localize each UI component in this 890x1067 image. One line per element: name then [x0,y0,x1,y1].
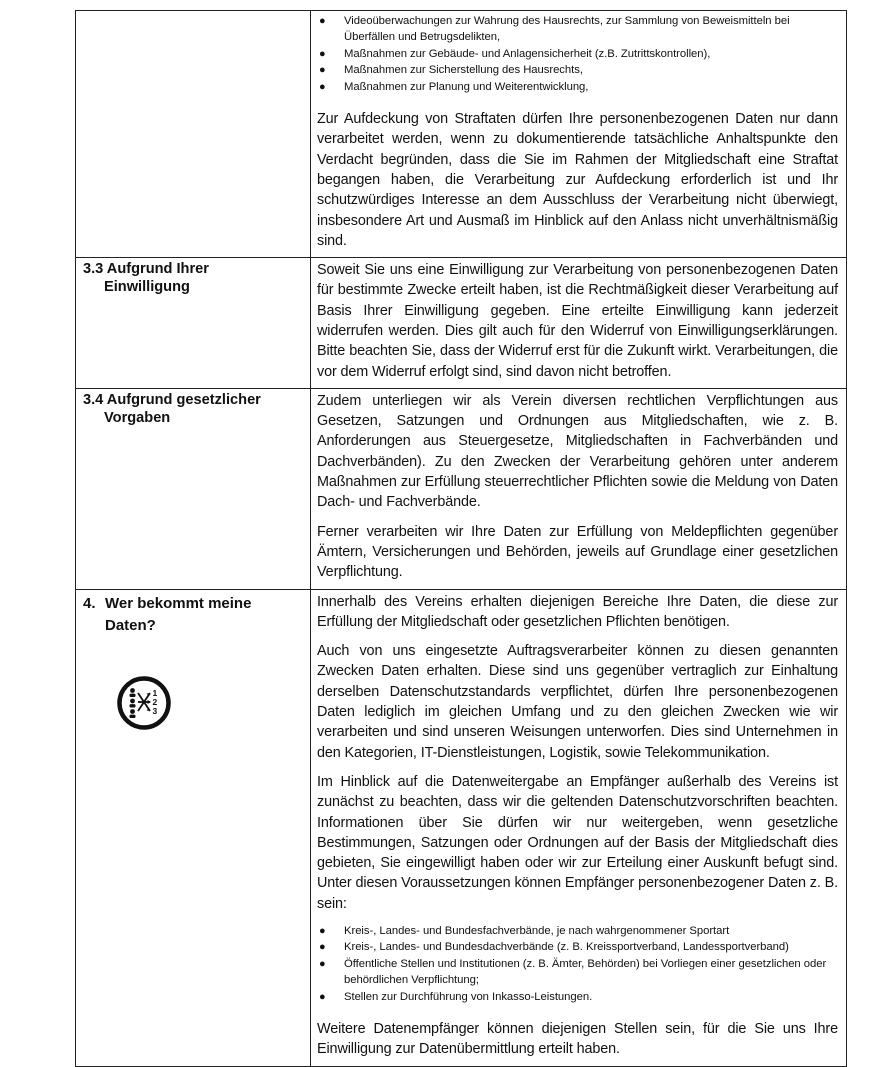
list-item: ● Maßnahmen zur Gebäude- und Anlagensicherheit (z.B. Zutrittskontrollen), [317,46,838,62]
crime-detection-paragraph: Zur Aufdeckung von Straftaten dürfen Ihre personenbezogenen Daten nur dann verarbeitet werden, wenn zu dokumentierende tatsächliche Anhaltspunkte den Verdacht begründen, dass die Sie im Rahmen der Mitgliedschaft eine Straftat begangen haben, die Verarbeitung zur Aufdeckung erforderlich ist und Ihr schutzwürdiges Interesse an dem Ausschluss der Verarbeitung nicht überwiegt, insbesondere Art und Ausmaß im Hinblick auf den Anlass nicht unverhältnismäßig sind. [317,111,838,249]
bullet-icon: ● [319,925,326,938]
recipients-bullet-list [317,923,838,1005]
data-sharing-recipients-icon [116,675,172,731]
reporting-obligations-paragraph: Ferner verarbeiten wir Ihre Daten zur Erfüllung von Meldepflichten gegenüber Ämtern, Versicherungen und Behörden, jeweils auf Grundlage einer gesetzlichen Verpflichtung. [317,523,838,581]
list-item: ● Stellen zur Durchführung von Inkasso-Leistungen. [317,989,838,1005]
legal-obligations-paragraph: Zudem unterliegen wir als Verein diversen rechtlichen Verpflichtungen aus Gesetzen, Satzungen und Ordnungen aus Mitgliedschaften, wie z. B. Anforderungen aus Steuergesetze, Mitgliedschaften in Fachverbänden und Dachverbänden). Zu den Zwecken der Verarbeitung gehören unter anderem Maßnahmen zur Erfüllung steuerrechtlicher Pflichten sowie die Meldung von Daten Dach- und Fachverbände. [317,392,838,511]
section-content-cell [311,258,847,389]
bullet-icon: ● [319,941,326,954]
section-heading-cell [76,258,311,389]
bullet-icon: ● [319,990,326,1003]
list-item: ● Maßnahmen zur Sicherstellung des Hausrechts, [317,62,838,78]
internal-recipients-paragraph: Innerhalb des Vereins erhalten diejenigen Bereiche Ihre Daten, die diese zur Erfüllung der Mitgliedschaft oder gesetzlichen Pflichten benötigen. [317,593,838,630]
section-content-cell [311,388,847,589]
consent-paragraph: Soweit Sie uns eine Einwilligung zur Verarbeitung von personenbezogenen Daten für bestimmte Zwecke erteilt haben, ist die Rechtmäßigkeit dieser Verarbeitung auf Basis Ihrer Einwilligung gegeben. Eine erteilte Einwilligung kann jederzeit widerrufen werden. Dies gilt auch für den Widerruf von Einwilligungserklärungen. Bitte beachten Sie, dass der Widerruf erst für die Zukunft wirkt. Verarbeitungen, die vor dem Widerruf erfolgt sind, sind davon nicht betroffen. [317,262,838,380]
section-3-4-heading: 3.4 Aufgrund gesetzlicher Vorgaben [83,391,261,426]
recipient-number-2: 2 [152,696,158,707]
list-item: ● Öffentliche Stellen und Institutionen (z. B. Ämter, Behörden) bei Vorliegen einer gesetzlichen oder behördlichen Verpflichtung; [319,957,827,987]
bullet-icon: ● [319,957,326,970]
section-3-3-heading: 3.3 Aufgrund Ihrer Einwilligung [83,261,209,296]
bullet-icon: ● [319,15,326,27]
bullet-icon: ● [319,64,326,77]
table-row [76,11,847,258]
external-recipients-paragraph: Im Hinblick auf die Datenweitergabe an Empfänger außerhalb des Vereins ist zunächst zu beachten, dass wir die geltenden Datenschutzvorschriften beachten. Informationen über Sie dürfen wir nur weitergeben, wenn gesetzliche Bestimmungen, Satzungen oder Ordnungen auf der Basis der Mitgliedschaft dies gebieten, Sie eingewilligt haben oder wir zur Erteilung einer Auskunft befugt sind. Unter diesen Voraussetzungen können Empfänger personenbezogener Daten z. B. sein: [317,773,838,912]
section-heading-cell [76,589,311,1066]
list-item: ● Videoüberwachungen zur Wahrung des Hausrechts, zur Sammlung von Beweismitteln bei Überfällen und Betrugsdelikten, [319,15,790,44]
consent-recipients-paragraph: Weitere Datenempfänger können diejenigen Stellen sein, für die Sie uns Ihre Einwilligung zur Datenübermittlung erteilt haben. [317,1021,838,1058]
data-sharing-recipients-icon-svg [116,675,172,731]
table-row [76,589,847,1066]
bullet-icon: ● [319,47,326,60]
bullet-icon: ● [319,80,326,93]
recipient-number-1: 1 [152,687,158,698]
processors-paragraph: Auch von uns eingesetzte Auftragsverarbeiter können zu diesen genannten Zwecken Daten erhalten. Diese sind uns gegenüber vertraglich zur Einhaltung derselben Datenschutzstandards verpflichtet, dürfen Ihre personenbezogenen Daten lediglich im gleichen Umfang und zu den gleichen Zwecken wie wir verarbeiten und sind unseren Weisungen unterworfen. Dies sind Unternehmen in den Kategorien, IT-Dienstleistungen, Logistik, sowie Telekommunikation. [317,643,838,761]
purposes-cell [311,11,847,258]
table-row [76,258,847,389]
list-item: ● Maßnahmen zur Planung und Weiterentwicklung, [317,79,838,95]
section-4-heading: 4. Wer bekommt meine Daten? [83,594,252,634]
list-item: ● Kreis-, Landes- und Bundesfachverbände, je nach wahrgenommener Sportart [317,923,838,939]
section-heading-cell [76,388,311,589]
privacy-policy-table [75,10,847,1067]
recipient-number-3: 3 [152,705,158,716]
table-row [76,388,847,589]
empty-left-cell [76,11,311,258]
purposes-bullet-list [317,13,838,95]
section-content-cell [311,589,847,1066]
list-item: ● Kreis-, Landes- und Bundesdachverbände (z. B. Kreissportverband, Landessportverband) [317,939,838,955]
